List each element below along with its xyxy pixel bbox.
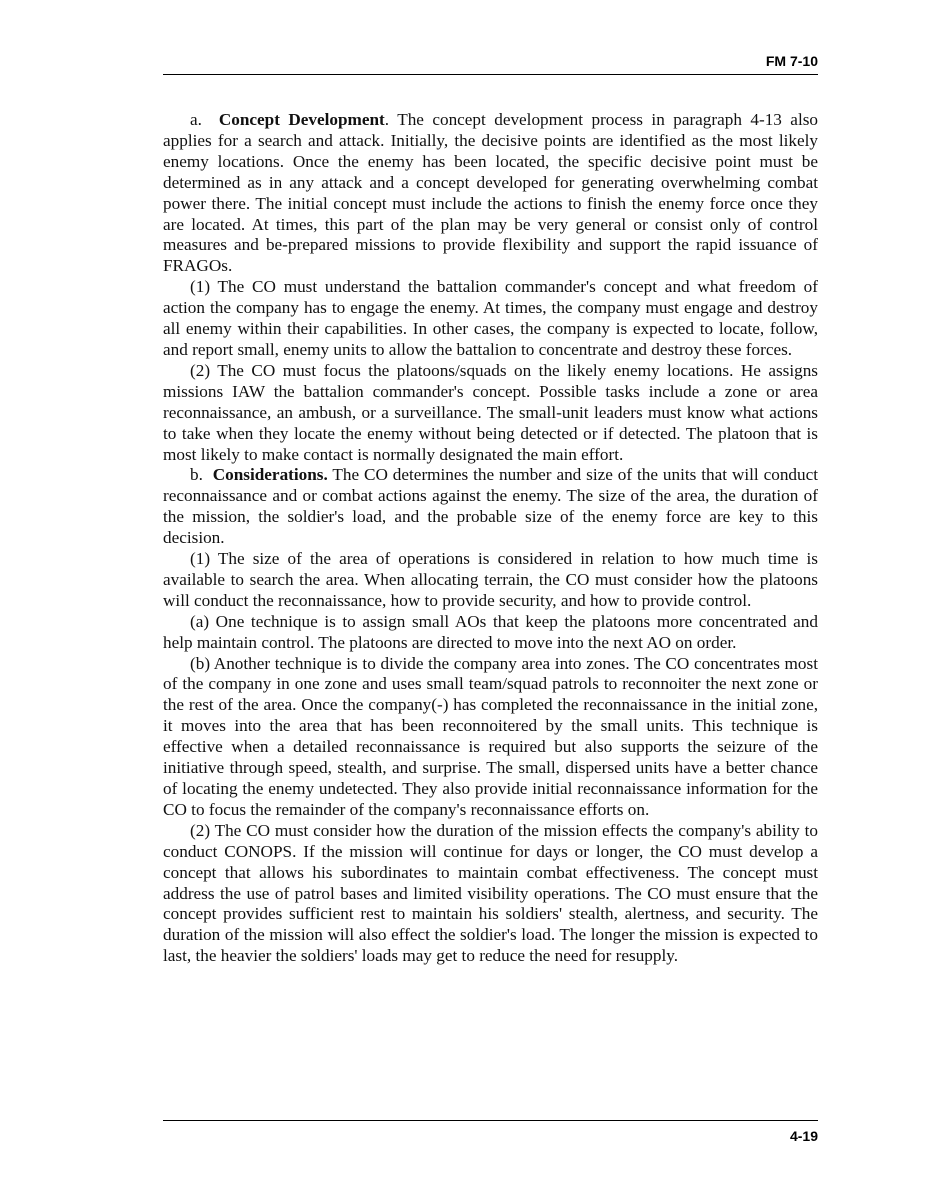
paragraph-b-1-a: (a) One technique is to assign small AOs that keep the platoons more concentrated and help maintain control. The platoons are directed to move into the next AO on order. [163,611,818,652]
section-heading-considerations: Considerations. [212,465,328,485]
paragraph-b [163,465,818,549]
paragraph-marker: a. [190,110,202,129]
paragraph-b-1: (1) The size of the area of operations is considered in relation to how much time is available to search the area. When allocating terrain, the CO must consider how the platoons will conduct the reconnaissance, how to provide security, and how to provide control. [163,549,818,610]
running-header: FM 7-10 [765,53,818,69]
page-number: 4-19 [789,1128,818,1144]
paragraph-a-2: (2) The CO must focus the platoons/squads on the likely enemy locations. He assigns missions IAW the battalion commander's concept. Possible tasks include a zone or area reconnaissance, an ambush, or a surveillance. The small-unit leaders must know what actions to take when they locate the enemy without being detected or if detected. The platoon that is most likely to make contact is normally designated the main effort. [163,360,818,464]
paragraph-text: . The concept development process in paragraph 4-13 also applies for a search and attack. Initially, the decisive points are identified as the most likely enemy locations. Once the enemy has been located, the specific decisive point must be determined as in any attack and a concept developed for generating overwhelming combat power there. The initial concept must include the actions to finish the enemy force once they are located. At times, this part of the plan may be very general or consist only of control measures and be-prepared missions to provide flexibility and support the rapid issuance of FRAGOs. [163,110,818,276]
paragraph-a [163,110,818,277]
section-heading-concept-development: Concept Development [218,110,385,129]
header-rule [163,74,818,75]
paragraph-b-2: (2) The CO must consider how the duration of the mission effects the company's ability to conduct CONOPS. If the mission will continue for days or longer, the CO must develop a concept that allows his subordinates to maintain combat effectiveness. The concept must address the use of patrol bases and limited visibility operations. The CO must ensure that the concept provides sufficient rest to maintain his soldiers' stealth, alertness, and security. The duration of the mission will also effect the soldier's load. The longer the mission is expected to last, the heavier the soldiers' loads may get to reduce the need for resupply. [163,820,818,966]
paragraph-a-1: (1) The CO must understand the battalion commander's concept and what freedom of action the company has to engage the enemy. At times, the company must engage and destroy all enemy within their capabilities. In other cases, the company is expected to locate, follow, and report small, enemy units to allow the battalion to concentrate and destroy these forces. [163,277,818,359]
paragraph-marker: b. [190,465,203,485]
paragraph-text: The CO determines the number and size of the units that will conduct reconnaissance and or combat actions against the enemy. The size of the area, the duration of the mission, the soldier's load, and the probable size of the enemy force are key to this decision. [163,465,819,548]
footer-rule [163,1120,818,1121]
paragraph-b-1-b: (b) Another technique is to divide the company area into zones. The CO concentrates most of the company in one zone and uses small team/squad patrols to reconnoiter the next zone or the rest of the area. Once the company(-) has completed the reconnaissance in the initial zone, it moves into the area that has been reconnoitered by the small units. This technique is effective when a detailed reconnaissance is required but also supports the seizure of the initiative through speed, stealth, and surprise. The small, dispersed units have a better chance of locating the enemy undetected. They also provide initial reconnaissance information for the CO to focus the remainder of the company's reconnaissance efforts on. [163,653,818,819]
document-body [163,110,818,967]
